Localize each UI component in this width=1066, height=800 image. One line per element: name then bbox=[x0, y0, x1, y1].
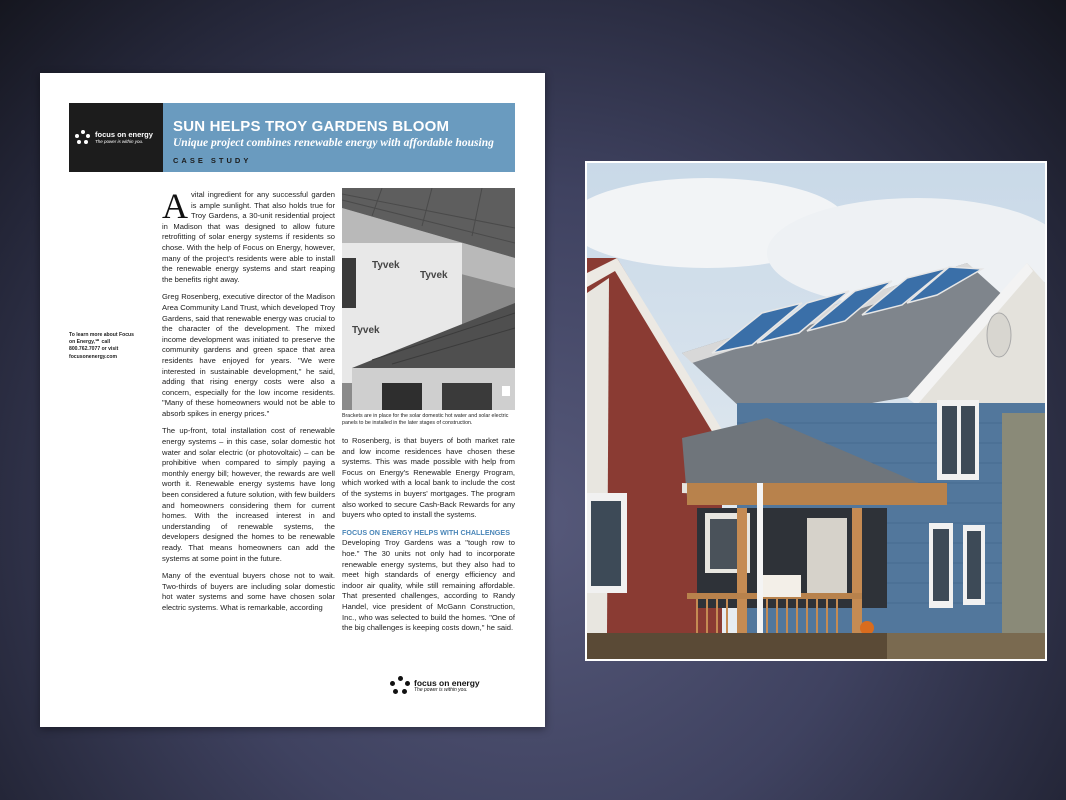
footer-brand-name: focus on energy bbox=[414, 677, 480, 688]
house-solar-photo bbox=[585, 161, 1047, 661]
logo-dots-icon bbox=[75, 130, 91, 146]
drop-cap: A bbox=[162, 186, 188, 226]
brand-name: focus on energy bbox=[95, 130, 153, 139]
article-column-2 bbox=[342, 436, 515, 641]
case-study-document bbox=[40, 73, 545, 727]
svg-text:Tyvek: Tyvek bbox=[420, 270, 448, 281]
paragraph: Developing Troy Gardens was a "tough row to hoe." The 30 units not only had to incorporate renewable energy systems, but they also had to meet high standards of energy efficiency and indoor air quality, while still remaining affordable. That presented challenges, according to Randy Handel, vice president of McGann Construction, Inc., who was selected to build the homes. "One of the big challenges is keeping costs down," he said. bbox=[342, 538, 515, 633]
article-column-1 bbox=[162, 186, 335, 621]
section-heading: FOCUS ON ENERGY HELPS WITH CHALLENGES bbox=[342, 527, 510, 537]
document-kicker: CASE STUDY bbox=[173, 156, 252, 165]
construction-photo bbox=[342, 188, 515, 410]
paragraph: The up-front, total installation cost of renewable energy systems – in this case, solar domestic hot water and solar electric (or photovoltaic) – can be prohibitive when compared to simply paying a monthly energy bill; however, the rewards are well worth it. Renewable energy systems have long been considered a future solution, with few builders and homeowners considering them for current homes. With the increased interest in and understanding of renewable systems, the developers designed the homes to be renewable ready. That means homeowners can add the systems at some point in the future. bbox=[162, 426, 335, 563]
footer-logo bbox=[390, 676, 480, 696]
paragraph: Many of the eventual buyers chose not to wait. Two-thirds of buyers are including solar domestic hot water systems and some have chosen solar electric systems. What is remarkable, according bbox=[162, 571, 335, 612]
footer-brand-tagline: The power is within you. bbox=[414, 687, 468, 694]
document-subtitle: Unique project combines renewable energy with affordable housing bbox=[173, 137, 494, 149]
photo-caption: Brackets are in place for the solar domestic hot water and solar electric panels to be installed in the later stages of construction. bbox=[342, 413, 509, 426]
logo-dots-icon bbox=[390, 676, 410, 696]
paragraph: vital ingredient for any successful garden is ample sunlight. That also holds true for Troy Gardens, a 30-unit residential project in Madison that was designed to allow future retrofitting of solar energy systems if residents so chose. With the help of Focus on Energy, however, many of the project's residents were able to install the renewable energy systems and start reaping the benefits right away. bbox=[162, 190, 335, 284]
svg-text:Tyvek: Tyvek bbox=[372, 260, 400, 271]
paragraph: to Rosenberg, is that buyers of both market rate and low income residences have chosen these systems. This was made possible with help from Focus on Energy's Renewable Energy Program, which worked with a local bank to include the cost of the systems in buyers' mortgages. The program also worked to secure Cash-Back Rewards for any buyers who opted to install the systems. bbox=[342, 436, 515, 520]
svg-text:Tyvek: Tyvek bbox=[352, 325, 380, 336]
document-title: SUN HELPS TROY GARDENS BLOOM bbox=[173, 118, 450, 135]
brand-logo bbox=[69, 103, 163, 172]
paragraph: Greg Rosenberg, executive director of the Madison Area Community Land Trust, which developed Troy Gardens, said that renewable energy was crucial to the character of the development. The mixed income development was initiated to preserve the community gardens and green space that area residents have enjoyed for years. "We were interested in sustainable development," he said, adding that rising energy costs were also a concern, especially for the low income residents. "Many of these homeowners would not be able to absorb spikes in energy prices." bbox=[162, 292, 335, 418]
contact-note: To learn more about Focus on Energy,℠ call 800.762.7077 or visit focusonenergy.com bbox=[69, 332, 134, 360]
brand-tagline: The power is within you. bbox=[95, 138, 144, 144]
document-header bbox=[69, 103, 515, 172]
